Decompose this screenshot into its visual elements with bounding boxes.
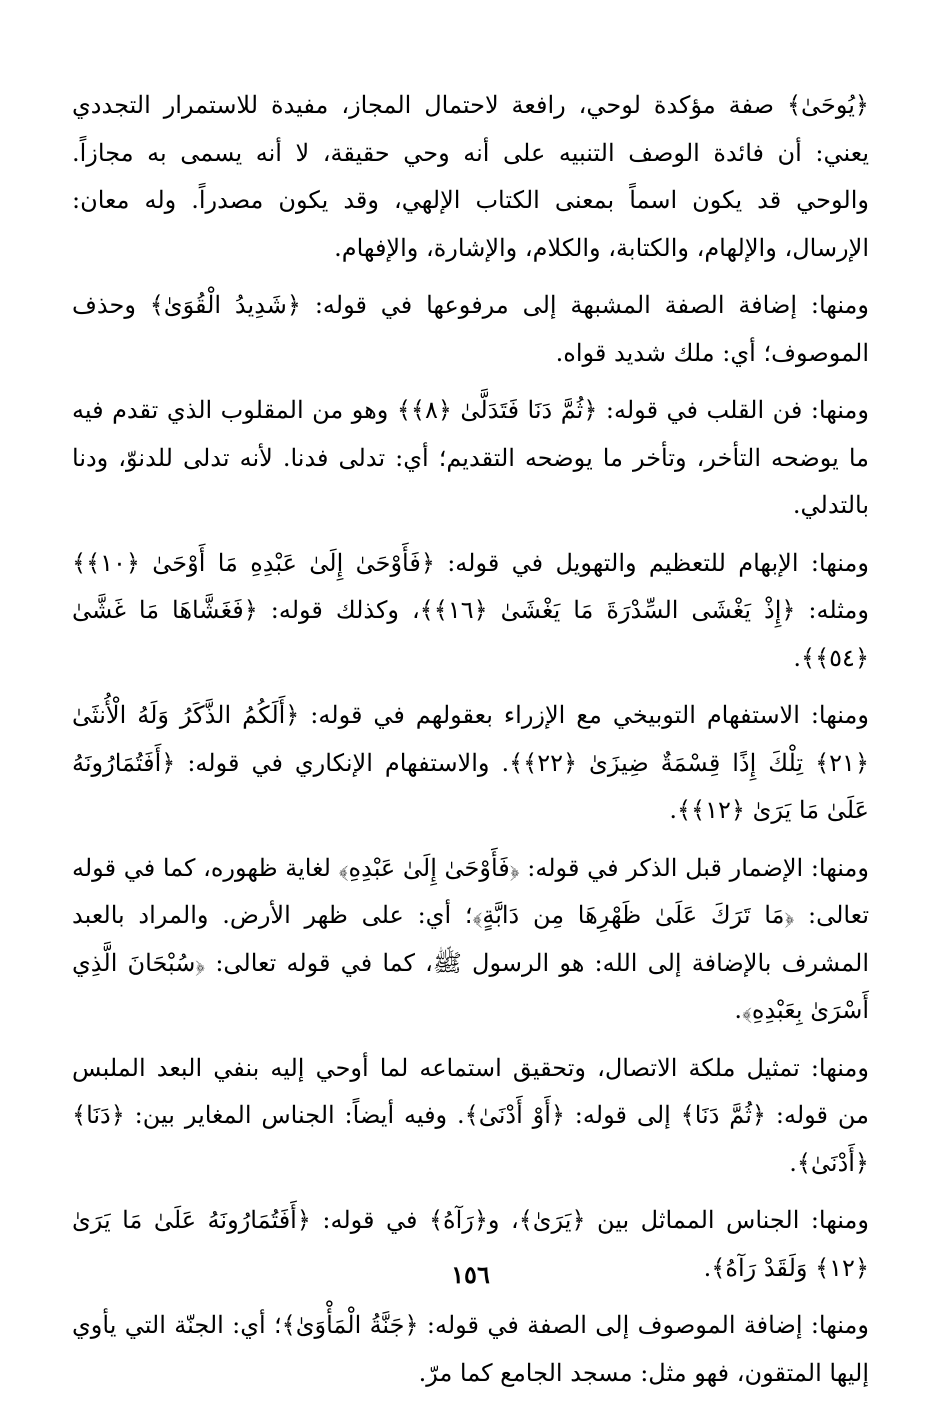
- page-body: [72, 82, 869, 1407]
- paragraph-ibham: ومنها: الإبهام للتعظيم والتهويل في قوله: ﴿فَأَوْحَىٰ إِلَىٰ عَبْدِهِ مَا أَوْحَىٰ ﴿١٠﴾﴾ ومثله: ﴿إِذْ يَغْشَى السِّدْرَةَ مَا يَغْشَىٰ ﴿١٦﴾﴾، وكذلك قوله: ﴿فَغَشَّاهَا مَا غَشَّىٰ ﴿٥٤﴾﴾.: [72, 548, 869, 672]
- paragraph-idafat-mawsuf: ومنها: إضافة الموصوف إلى الصفة في قوله: ﴿جَنَّةُ الْمَأْوَىٰ﴾؛ أي: الجنّة التي يأوي إليها المتقون، فهو مثل: مسجد الجامع كما مرّ.: [72, 1311, 869, 1387]
- paragraph-idafat-sifa: ومنها: إضافة الصفة المشبهة إلى مرفوعها في قوله: ﴿شَدِيدُ الْقُوَىٰ﴾ وحذف الموصوف؛ أي: ملك شديد قواه.: [72, 291, 869, 367]
- paragraph-idmar: ومنها: الإضمار قبل الذكر في قوله: ﴿فَأَوْحَىٰ إِلَىٰ عَبْدِهِ﴾ لغاية ظهوره، كما في قوله تعالى: ﴿مَا تَرَكَ عَلَىٰ ظَهْرِهَا مِن دَابَّةٍ﴾؛ أي: على ظهر الأرض. والمراد بالعبد المشرف بالإضافة إلى الله: هو الرسول ﷺ، كما في قوله تعالى: ﴿سُبْحَانَ الَّذِي أَسْرَىٰ بِعَبْدِهِ﴾.: [72, 853, 869, 1024]
- paragraph-wahy: ﴿يُوحَىٰ﴾ صفة مؤكدة لوحي، رافعة لاحتمال المجاز، مفيدة للاستمرار التجددي يعني: أن فائدة الوصف التنبيه على أنه وحي حقيقة، لا أنه يسمى به مجازاً. والوحي قد يكون اسماً بمعنى الكتاب الإلهي، وقد يكون مصدراً. وله معان: الإرسال، والإلهام، والكتابة، والكلام، والإشارة، والإفهام.: [72, 91, 869, 262]
- paragraph-tamthil: ومنها: تمثيل ملكة الاتصال، وتحقيق استماعه لما أوحي إليه بنفي البعد الملبس من قوله: ﴿ثُمَّ دَنَا﴾ إلى قوله: ﴿أَوْ أَدْنَىٰ﴾. وفيه أيضاً: الجناس المغاير بين: ﴿دَنَا﴾ ﴿أَدْنَىٰ﴾.: [72, 1053, 869, 1177]
- paragraph-qalb: ومنها: فن القلب في قوله: ﴿ثُمَّ دَنَا فَتَدَلَّىٰ ﴿٨﴾﴾ وهو من المقلوب الذي تقدم فيه ما يوضحه التأخر، وتأخر ما يوضحه التقديم؛ أي: تدلى فدنا. لأنه تدلى للدنوّ، ودنا بالتدلي.: [72, 396, 869, 519]
- paragraph-jinas: ومنها: الجناس المماثل بين ﴿يَرَىٰ﴾، و﴿رَآهُ﴾ في قوله: ﴿أَفَتُمَارُونَهُ عَلَىٰ مَا يَرَىٰ ﴿١٢﴾ وَلَقَدْ رَآهُ﴾.: [72, 1206, 869, 1282]
- page-number: ١٥٦: [451, 1260, 490, 1289]
- paragraph-istifham: ومنها: الاستفهام التوبيخي مع الإزراء بعقولهم في قوله: ﴿أَلَكُمُ الذَّكَرُ وَلَهُ الْأُنثَىٰ ﴿٢١﴾ تِلْكَ إِذًا قِسْمَةٌ ضِيزَىٰ ﴿٢٢﴾﴾. والاستفهام الإنكاري في قوله: ﴿أَفَتُمَارُونَهُ عَلَىٰ مَا يَرَىٰ ﴿١٢﴾﴾.: [72, 701, 869, 824]
